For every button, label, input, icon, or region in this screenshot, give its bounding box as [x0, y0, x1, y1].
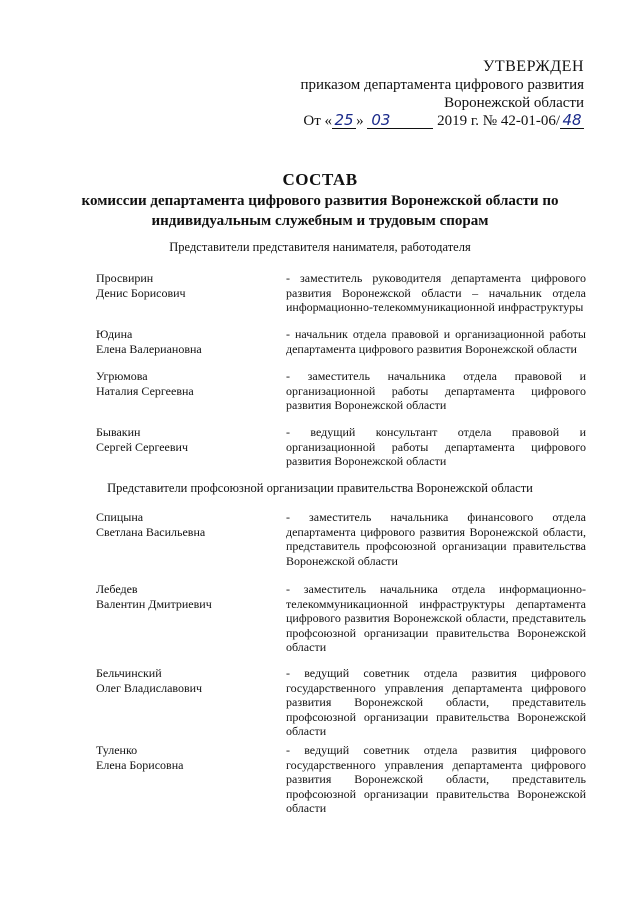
- title-sub-line-2: индивидуальным служебным и трудовым спорам: [151, 213, 489, 229]
- handwritten-day: 25: [332, 112, 356, 129]
- member-role: - заместитель начальника финансового отдела департамента цифрового развития Воронежской области, представитель профсоюзной организации правительства Воронежской области: [286, 510, 586, 568]
- member-role: - заместитель руководителя департамента цифрового развития Воронежской области – начальник отдела информационно-телекоммуникационной инфраструктуры: [286, 271, 586, 314]
- member-name: [96, 743, 276, 772]
- section-heading-employer: Представители представителя нанимателя, работодателя: [169, 240, 471, 254]
- member-surname: Угрюмова: [96, 369, 148, 383]
- date-prefix: От «: [303, 113, 333, 129]
- member-given-name: Денис Борисович: [96, 285, 186, 300]
- approval-heading: УТВЕРЖДЕН: [483, 58, 584, 75]
- member-given-name: Олег Владиславович: [96, 680, 203, 695]
- member-surname: Лебедев: [96, 582, 138, 596]
- member-surname: Бельчинский: [96, 666, 162, 680]
- member-given-name: Валентин Дмитриевич: [96, 596, 212, 611]
- document-title: [60, 170, 580, 230]
- approval-line-1: приказом департамента цифрового развития: [300, 77, 584, 93]
- handwritten-month: 03: [367, 112, 433, 129]
- member-surname: Просвирин: [96, 271, 154, 285]
- member-given-name: Елена Валериановна: [96, 341, 202, 356]
- member-surname: Спицына: [96, 510, 144, 524]
- approval-date-line: [264, 112, 584, 130]
- title-sub-line-1: комиссии департамента цифрового развития Воронежской области по: [81, 193, 559, 209]
- member-role: - ведущий советник отдела развития цифрового государственного управления департамента цифрового развития Воронежской области, представитель профсоюзной организации правительства Воронежской области: [286, 666, 586, 738]
- member-given-name: Сергей Сергеевич: [96, 439, 189, 454]
- approval-stamp: [264, 58, 584, 130]
- member-name: [96, 327, 276, 356]
- member-role: - заместитель начальника отдела информационно-телекоммуникационной инфраструктуры департамента цифрового развития Воронежской области, представитель профсоюзной организации правительства Воронежской области: [286, 582, 586, 654]
- member-given-name: Наталия Сергеевна: [96, 383, 194, 398]
- handwritten-order-number: 48: [560, 112, 584, 129]
- member-name: [96, 271, 276, 300]
- member-given-name: Елена Борисовна: [96, 757, 184, 772]
- member-name: [96, 369, 276, 398]
- member-surname: Юдина: [96, 327, 133, 341]
- member-role: - заместитель начальника отдела правовой и организационной работы департамента цифрового развития Воронежской области: [286, 369, 586, 412]
- member-name: [96, 510, 276, 539]
- member-surname: Туленко: [96, 743, 138, 757]
- member-role: - начальник отдела правовой и организационной работы департамента цифрового развития Воронежской области: [286, 327, 586, 356]
- member-given-name: Светлана Васильевна: [96, 524, 206, 539]
- member-surname: Бывакин: [96, 425, 141, 439]
- date-mid: »: [356, 113, 364, 129]
- section-heading-union: Представители профсоюзной организации правительства Воронежской области: [107, 481, 533, 495]
- date-suffix: 2019 г. № 42-01-06/: [437, 113, 560, 129]
- member-role: - ведущий консультант отдела правовой и организационной работы департамента цифрового развития Воронежской области: [286, 425, 586, 468]
- title-main: СОСТАВ: [282, 170, 358, 189]
- member-name: [96, 425, 276, 454]
- member-role: - ведущий советник отдела развития цифрового государственного управления департамента цифрового развития Воронежской области, представитель профсоюзной организации правительства Воронежской области: [286, 743, 586, 815]
- member-name: [96, 582, 276, 611]
- approval-line-2: Воронежской области: [444, 95, 584, 111]
- member-name: [96, 666, 276, 695]
